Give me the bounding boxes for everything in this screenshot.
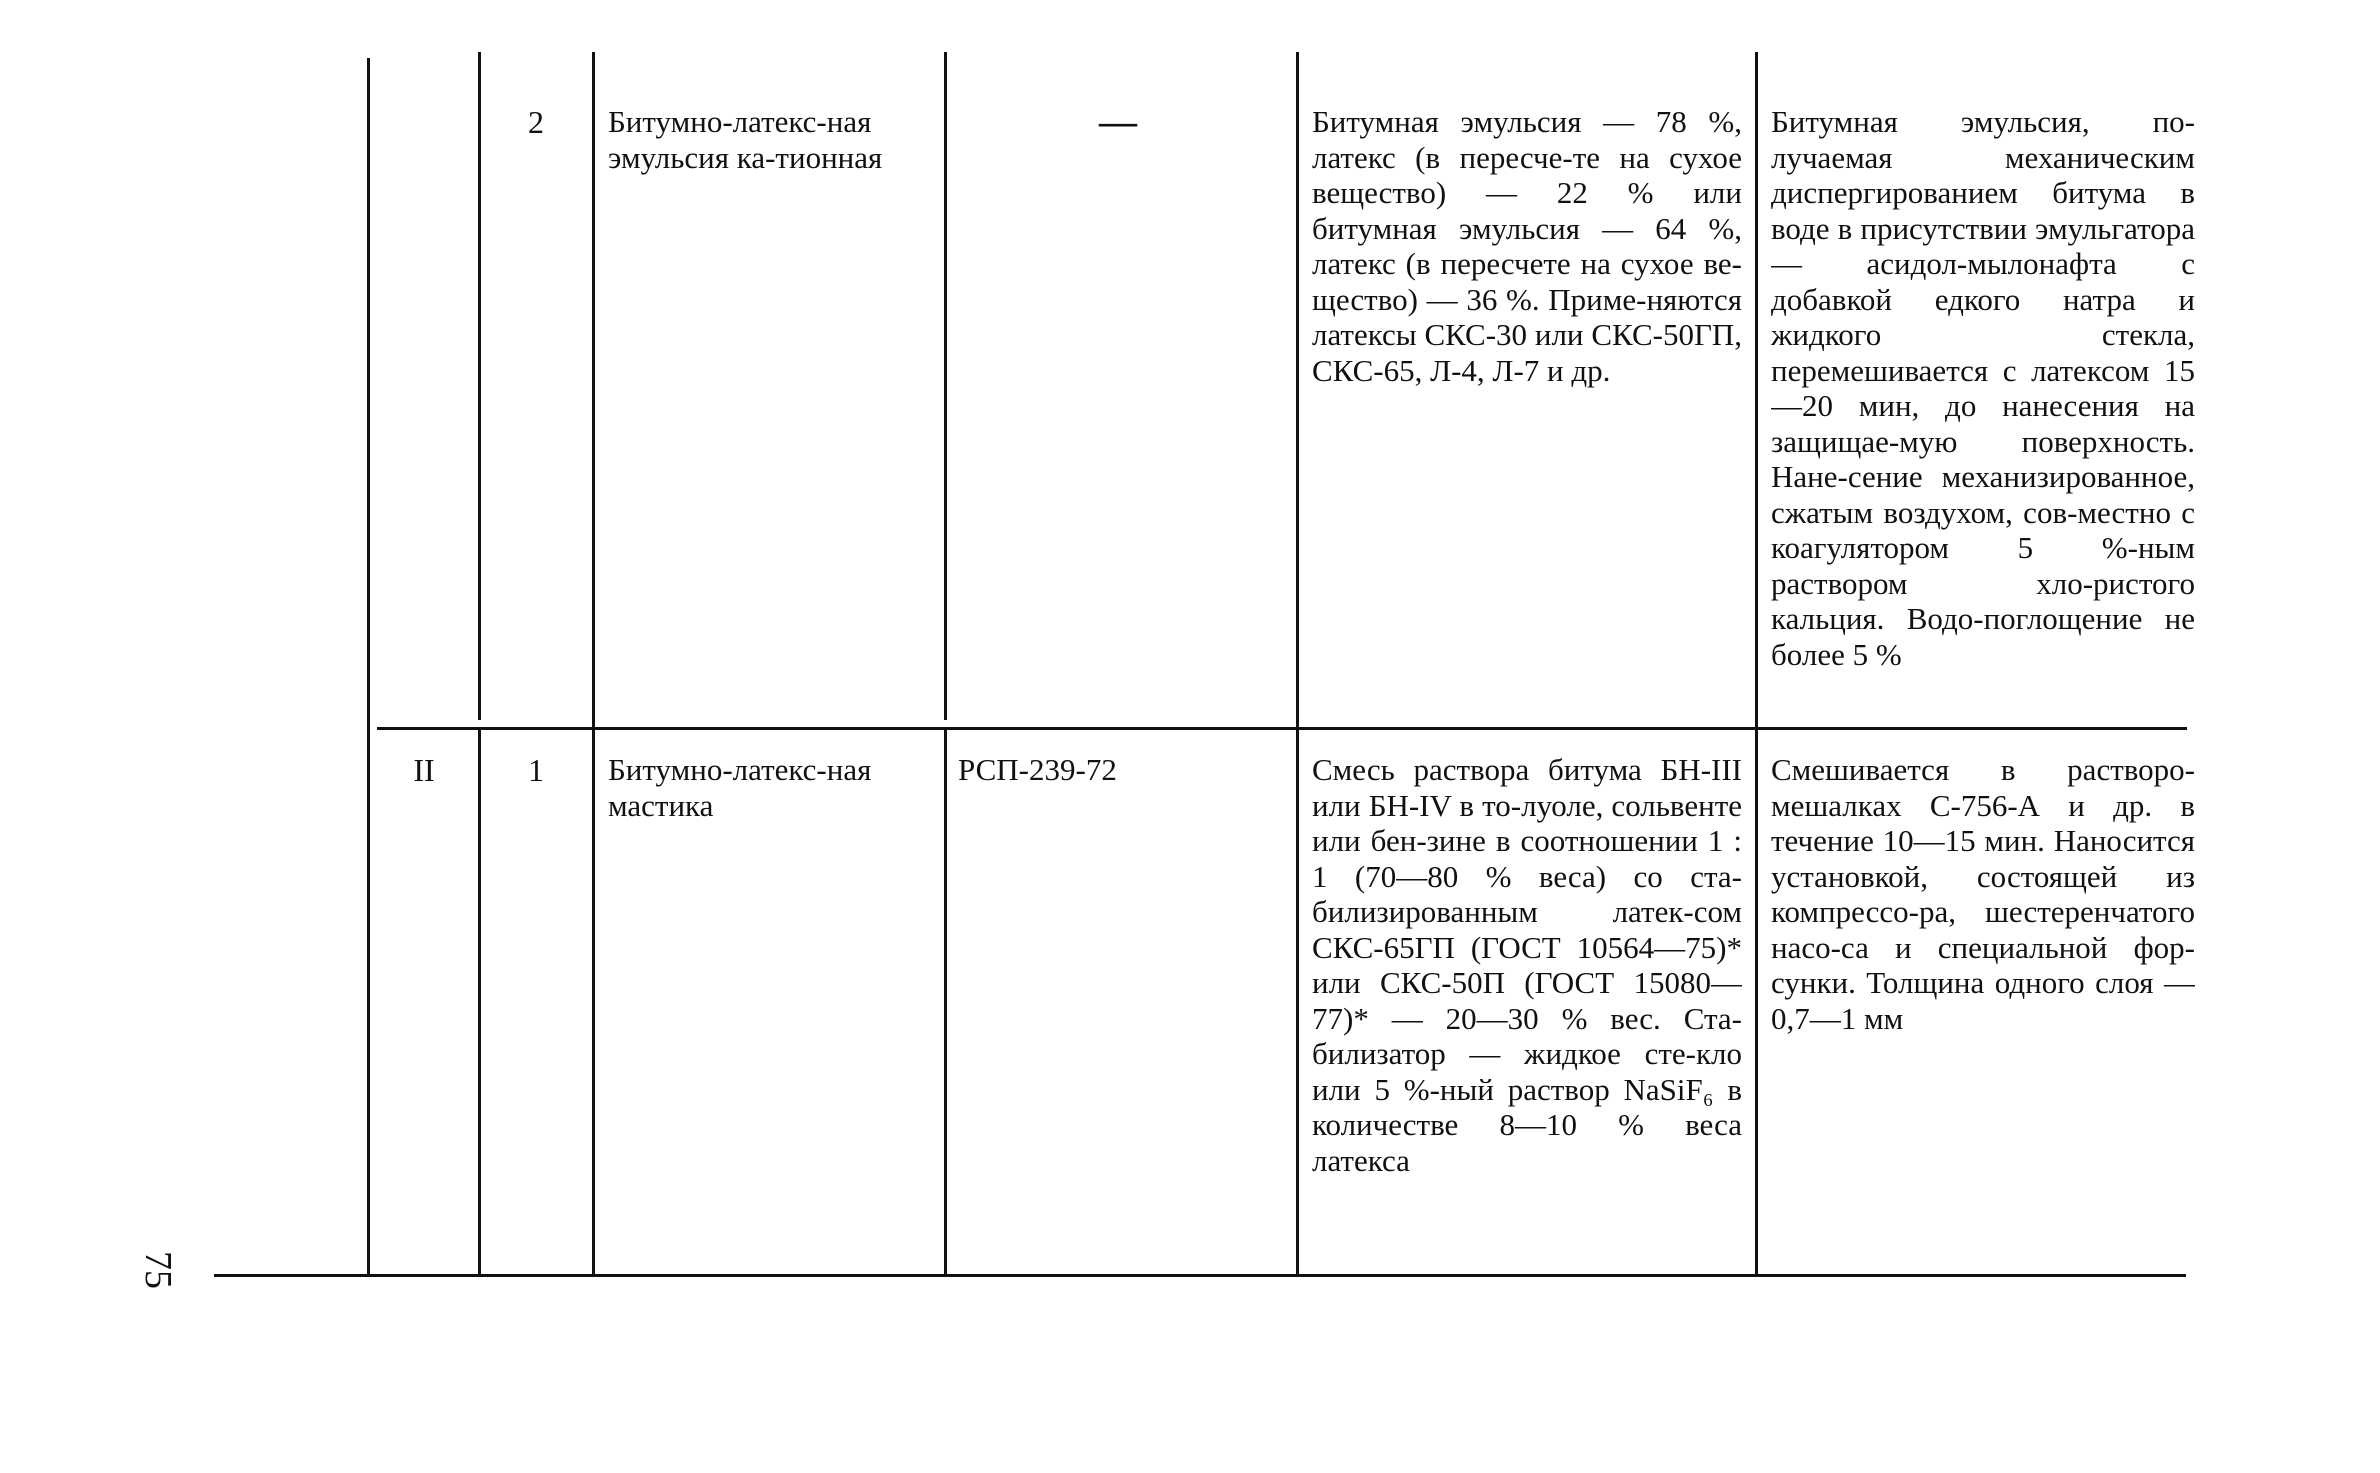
column-divider-1-lower [478, 730, 481, 1276]
column-divider-3 [944, 52, 947, 720]
row-1-composition: Битумная эмульсия — 78 %, латекс (в пересче-те на сухое вещество) — 22 % или битумная эмульсия — 64 %, латекс (в пересчете на сухое ве-щество) — 36 %. Приме-няются латексы СКС-30 или СКС-50ГП, СКС-65, Л-4, Л-7 и др. [1312, 104, 1742, 388]
row-2-composition: Смесь раствора битума БН-III или БН-IV в то-луоле, сольвенте или бен-зине в соотношении 1 : 1 (70—80 % веса) со ста-билизированным латек-сом СКС-65ГП (ГОСТ 10564—75)* или СКС-50П (ГОСТ 15080—77)* — 20—30 % вес. Ста-билизатор — жидкое сте-кло или 5 %-ный раствор NaSiF₆ в количестве 8—10 % веса латекса [1312, 752, 1742, 1178]
table-bottom-rule [214, 1274, 2186, 1277]
row-1-name: Битумно-латекс-ная эмульсия ка-тионная [608, 104, 883, 175]
column-divider-5 [1755, 52, 1758, 1276]
row-1-preparation: Битумная эмульсия, по-лучаемая механическим диспергированием битума в воде в присутствии эмульгатора — асидол-мылонафта с добавкой едкого натра и жидкого стекла, перемешивается с латексом 15—20 мин, до нанесения на защищае-мую поверхность. Нане-сение механизированное, сжатым воздухом, сов-местно с коагулятором 5 %-ным раствором хло-ристого кальция. Водо-поглощение не более 5 % [1771, 104, 2195, 672]
table-border-left [367, 58, 370, 1276]
row-2-preparation: Смешивается в растворо-мешалках С-756-А и др. в течение 10—15 мин. Наносится установкой, состоящей из компрессо-ра, шестеренчатого насо-са и специальной фор-сунки. Толщина одного слоя — 0,7—1 мм [1771, 752, 2195, 1036]
column-divider-4 [1296, 52, 1299, 1276]
column-divider-1 [478, 52, 481, 720]
column-divider-2 [592, 52, 595, 1276]
row-2-index: 1 [528, 752, 544, 788]
page-number: 75 [137, 1251, 179, 1289]
row-1-index: 2 [528, 104, 544, 140]
row-1-standard: — [1099, 101, 1137, 143]
row-divider [377, 727, 2187, 730]
column-divider-3-lower [944, 730, 947, 1276]
row-2-standard: РСП-239-72 [958, 752, 1117, 787]
row-2-group: II [413, 752, 435, 788]
row-2-name: Битумно-латекс-ная мастика [608, 752, 872, 823]
